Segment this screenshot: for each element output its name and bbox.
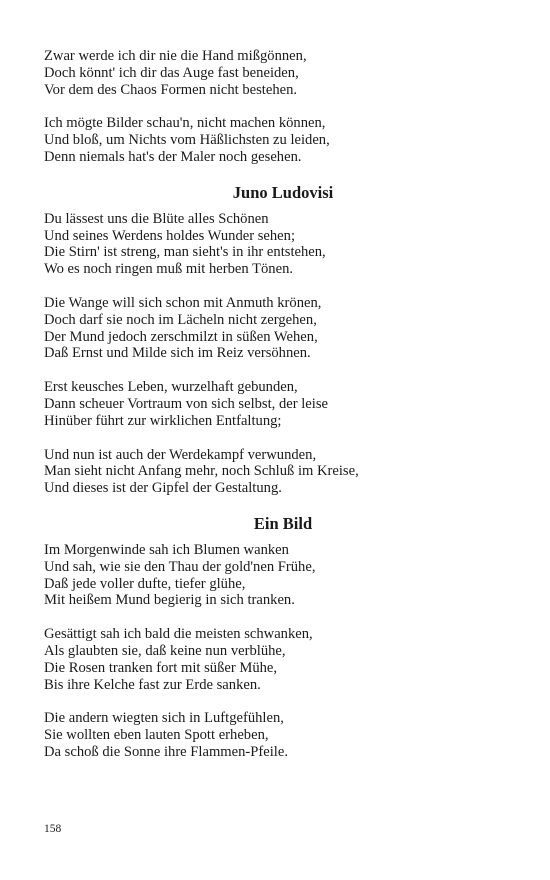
verse-line: Und nun ist auch der Werdekampf verwunden,	[44, 446, 317, 463]
verse-line: Und seines Werdens holdes Wunder sehen;	[44, 227, 296, 244]
stanza	[44, 48, 514, 98]
stanza	[44, 447, 514, 497]
poem-title: Ein Bild	[253, 513, 313, 533]
stanza	[44, 211, 514, 278]
verse-line: Dann scheuer Vortraum von sich selbst, der leise	[44, 395, 328, 412]
verse-line: Doch könnt' ich dir das Auge fast beneiden,	[44, 64, 299, 81]
verse-line: Erst keusches Leben, wurzelhaft gebunden,	[44, 379, 298, 396]
verse-line: Als glaubten sie, daß keine nun verblühe,	[44, 642, 286, 659]
verse-line: Bis ihre Kelche fast zur Erde sanken.	[44, 676, 261, 693]
verse-line: Wo es noch ringen muß mit herben Tönen.	[44, 261, 294, 278]
verse-line: Der Mund jedoch zerschmilzt in süßen Wehen,	[44, 328, 318, 345]
stanza	[44, 115, 514, 165]
verse-line: Mit heißem Mund begierig in sich tranken.	[44, 592, 295, 609]
verse-line: Gesättigt sah ich bald die meisten schwanken,	[44, 626, 313, 643]
verse-line: Ich mögte Bilder schau'n, nicht machen können,	[44, 115, 326, 132]
verse-line: Denn niemals hat's der Maler noch gesehen.	[44, 148, 302, 165]
verse-line: Die andern wiegten sich in Luftgefühlen,	[44, 710, 284, 727]
verse-line: Vor dem des Chaos Formen nicht bestehen.	[44, 81, 298, 98]
verse-line: Und dieses ist der Gipfel der Gestaltung.	[44, 480, 282, 497]
verse-line: Du lässest uns die Blüte alles Schönen	[44, 210, 269, 227]
verse-line: Die Rosen tranken fort mit süßer Mühe,	[44, 659, 278, 676]
verse-line: Im Morgenwinde sah ich Blumen wanken	[44, 541, 289, 558]
verse-line: Da schoß die Sonne ihre Flammen-Pfeile.	[44, 743, 288, 760]
page-number: 158	[44, 823, 62, 835]
verse-line: Die Stirn' ist streng, man sieht's in ihr entstehen,	[44, 244, 326, 261]
verse-line: Zwar werde ich dir nie die Hand mißgönnen,	[44, 48, 307, 64]
verse-line: Und sah, wie sie den Thau der gold'nen Frühe,	[44, 558, 316, 575]
verse-line: Man sieht nicht Anfang mehr, noch Schluß im Kreise,	[44, 463, 359, 480]
stanza	[44, 626, 514, 693]
stanza	[44, 710, 514, 760]
verse-line: Die Wange will sich schon mit Anmuth krönen,	[44, 294, 322, 311]
verse-line: Und bloß, um Nichts vom Häßlichsten zu leiden,	[44, 132, 330, 149]
stanza	[44, 295, 514, 362]
page-body	[44, 48, 514, 778]
stanza	[44, 379, 514, 429]
verse-line: Daß Ernst und Milde sich im Reiz versöhnen.	[44, 345, 311, 362]
verse-line: Daß jede voller dufte, tiefer glühe,	[44, 575, 246, 592]
verse-line: Doch darf sie noch im Lächeln nicht zergehen,	[44, 311, 317, 328]
verse-line: Sie wollten eben lauten Spott erheben,	[44, 727, 269, 744]
stanza	[44, 542, 514, 609]
verse-line: Hinüber führt zur wirklichen Entfaltung;	[44, 412, 282, 429]
poem-title: Juno Ludovisi	[232, 182, 334, 202]
